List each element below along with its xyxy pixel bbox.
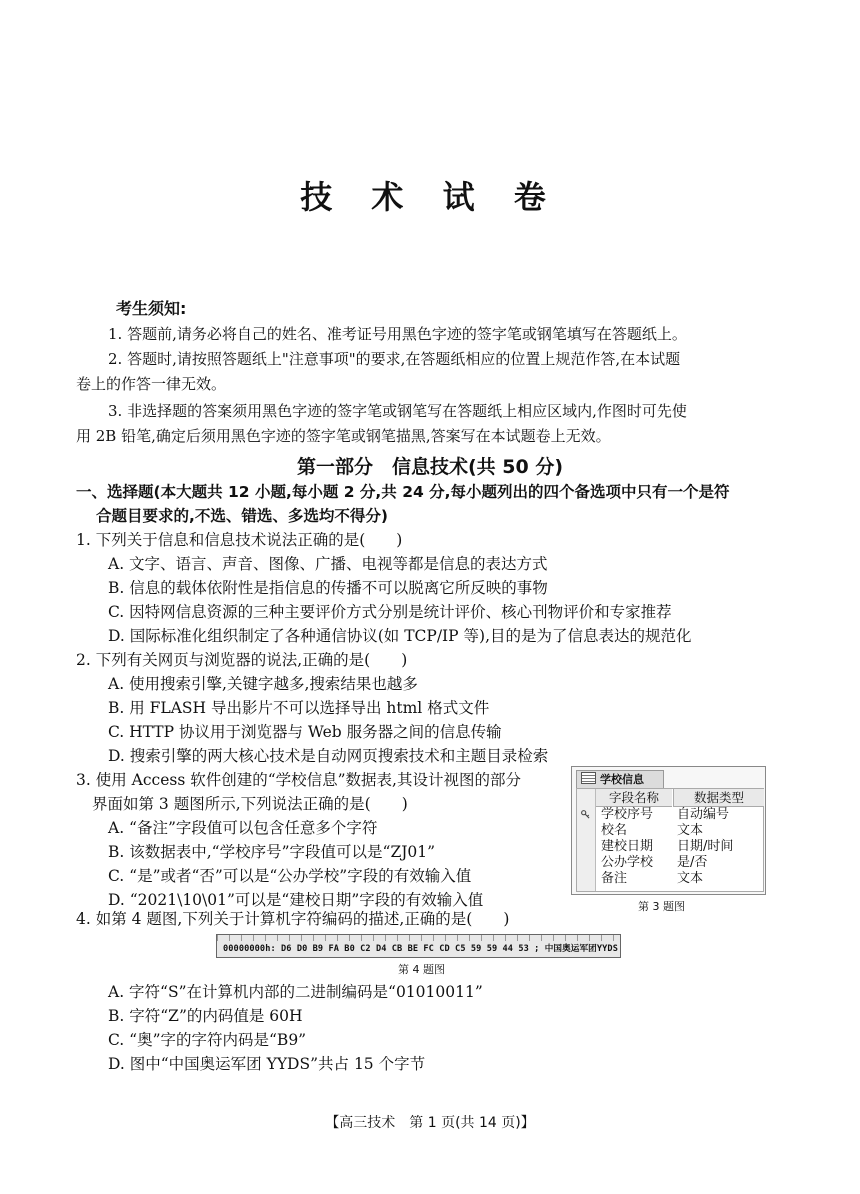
notice-item-2-cont: 卷上的作答一律无效。	[76, 375, 227, 393]
notice-item-3: 3. 非选择题的答案须用黑色字迹的签字笔或钢笔写在答题纸上相应区域内,作图时可先使	[108, 402, 687, 420]
notice-item-2: 2. 答题时,请按照答题纸上"注意事项"的要求,在答题纸相应的位置上规范作答,在本试题	[108, 350, 681, 368]
row-selector-column	[577, 789, 596, 891]
page-footer: 【高三技术 第 1 页(共 14 页)】	[325, 1115, 535, 1131]
question-2-option-b: B. 用 FLASH 导出影片不可以选择导出 html 格式文件	[108, 699, 490, 717]
question-4-option-b: B. 字符“Z”的内码值是 60H	[108, 1007, 303, 1025]
question-1-option-d: D. 国际标准化组织制定了各种通信协议(如 TCP/IP 等),目的是为了信息表达的规范化	[108, 627, 692, 645]
notice-item-3-cont: 用 2B 铅笔,确定后须用黑色字迹的签字笔或钢笔描黑,答案写在本试题卷上无效。	[76, 427, 611, 445]
figure-3-caption: 第 3 题图	[638, 900, 685, 913]
data-type-cell: 是/否	[677, 855, 708, 870]
question-1-option-b: B. 信息的载体依附性是指信息的传播不可以脱离它所反映的事物	[108, 579, 548, 597]
question-3-option-c: C. “是”或者“否”可以是“公办学校”字段的有效输入值	[108, 867, 472, 885]
question-1-option-a: A. 文字、语言、声音、图像、广播、电视等都是信息的表达方式	[108, 555, 548, 573]
question-4-option-d: D. 图中“中国奥运军团 YYDS”共占 15 个字节	[108, 1055, 426, 1073]
section-heading: 一、选择题(本大题共 12 小题,每小题 2 分,共 24 分,每小题列出的四个备选项中只有一个是符	[76, 483, 730, 501]
data-type-cell: 日期/时间	[677, 839, 734, 854]
field-name-cell: 公办学校	[601, 855, 654, 870]
part-title: 第一部分 信息技术(共 50 分)	[296, 456, 564, 478]
field-name-cell: 建校日期	[601, 839, 654, 854]
question-2-option-d: D. 搜索引擎的两大核心技术是自动网页搜索技术和主题目录检索	[108, 747, 549, 765]
figure-3-access-table	[571, 766, 766, 895]
figure-4-caption: 第 4 题图	[398, 963, 445, 976]
field-name-cell: 校名	[601, 823, 628, 838]
notice-item-1: 1. 答题前,请务必将自己的姓名、准考证号用黑色字迹的签字笔或钢笔填写在答题纸上。	[108, 325, 687, 343]
header-data-type: 数据类型	[673, 789, 764, 807]
header-field-name: 字段名称	[596, 789, 672, 807]
question-3-option-b: B. 该数据表中,“学校序号”字段值可以是“ZJ01”	[108, 843, 436, 861]
table-icon	[581, 772, 596, 784]
notice-heading: 考生须知:	[116, 299, 187, 318]
question-1-stem: 1. 下列关于信息和信息技术说法正确的是( )	[76, 531, 403, 549]
question-3-stem: 3. 使用 Access 软件创建的“学校信息”数据表,其设计视图的部分	[76, 771, 521, 789]
table-tab	[576, 770, 664, 788]
page-title: 技 术 试 卷	[300, 178, 560, 216]
primary-key-icon	[581, 810, 590, 819]
question-2-option-a: A. 使用搜索引擎,关键字越多,搜索结果也越多	[108, 675, 418, 693]
data-type-cell: 自动编号	[677, 807, 730, 822]
question-3-stem-cont: 界面如第 3 题图所示,下列说法正确的是( )	[92, 795, 408, 813]
field-name-cell: 备注	[601, 871, 628, 886]
figure-4-hex-view	[216, 934, 621, 958]
question-2-stem: 2. 下列有关网页与浏览器的说法,正确的是( )	[76, 651, 408, 669]
section-heading-cont: 合题目要求的,不选、错选、多选均不得分)	[96, 507, 388, 525]
question-3-option-d: D. “2021\10\01”可以是“建校日期”字段的有效输入值	[108, 891, 484, 909]
data-type-cell: 文本	[677, 871, 704, 886]
hex-dump-text: 00000000h: D6 D0 B9 FA B0 C2 D4 CB BE FC CD C5 59 59 44 53 ; 中国奥运军团YYDS	[223, 944, 618, 954]
design-grid	[576, 788, 764, 892]
question-4-stem: 4. 如第 4 题图,下列关于计算机字符编码的描述,正确的是( )	[76, 910, 510, 928]
table-tab-label: 学校信息	[600, 773, 644, 786]
question-4-option-c: C. “奥”字的字符内码是“B9”	[108, 1031, 307, 1049]
question-1-option-c: C. 因特网信息资源的三种主要评价方式分别是统计评价、核心刊物评价和专家推荐	[108, 603, 672, 621]
field-name-cell: 学校序号	[601, 807, 654, 822]
question-2-option-c: C. HTTP 协议用于浏览器与 Web 服务器之间的信息传输	[108, 723, 502, 741]
data-type-cell: 文本	[677, 823, 704, 838]
hex-ruler	[217, 935, 620, 941]
question-4-option-a: A. 字符“S”在计算机内部的二进制编码是“01010011”	[108, 983, 483, 1001]
question-3-option-a: A. “备注”字段值可以包含任意多个字符	[108, 819, 378, 837]
